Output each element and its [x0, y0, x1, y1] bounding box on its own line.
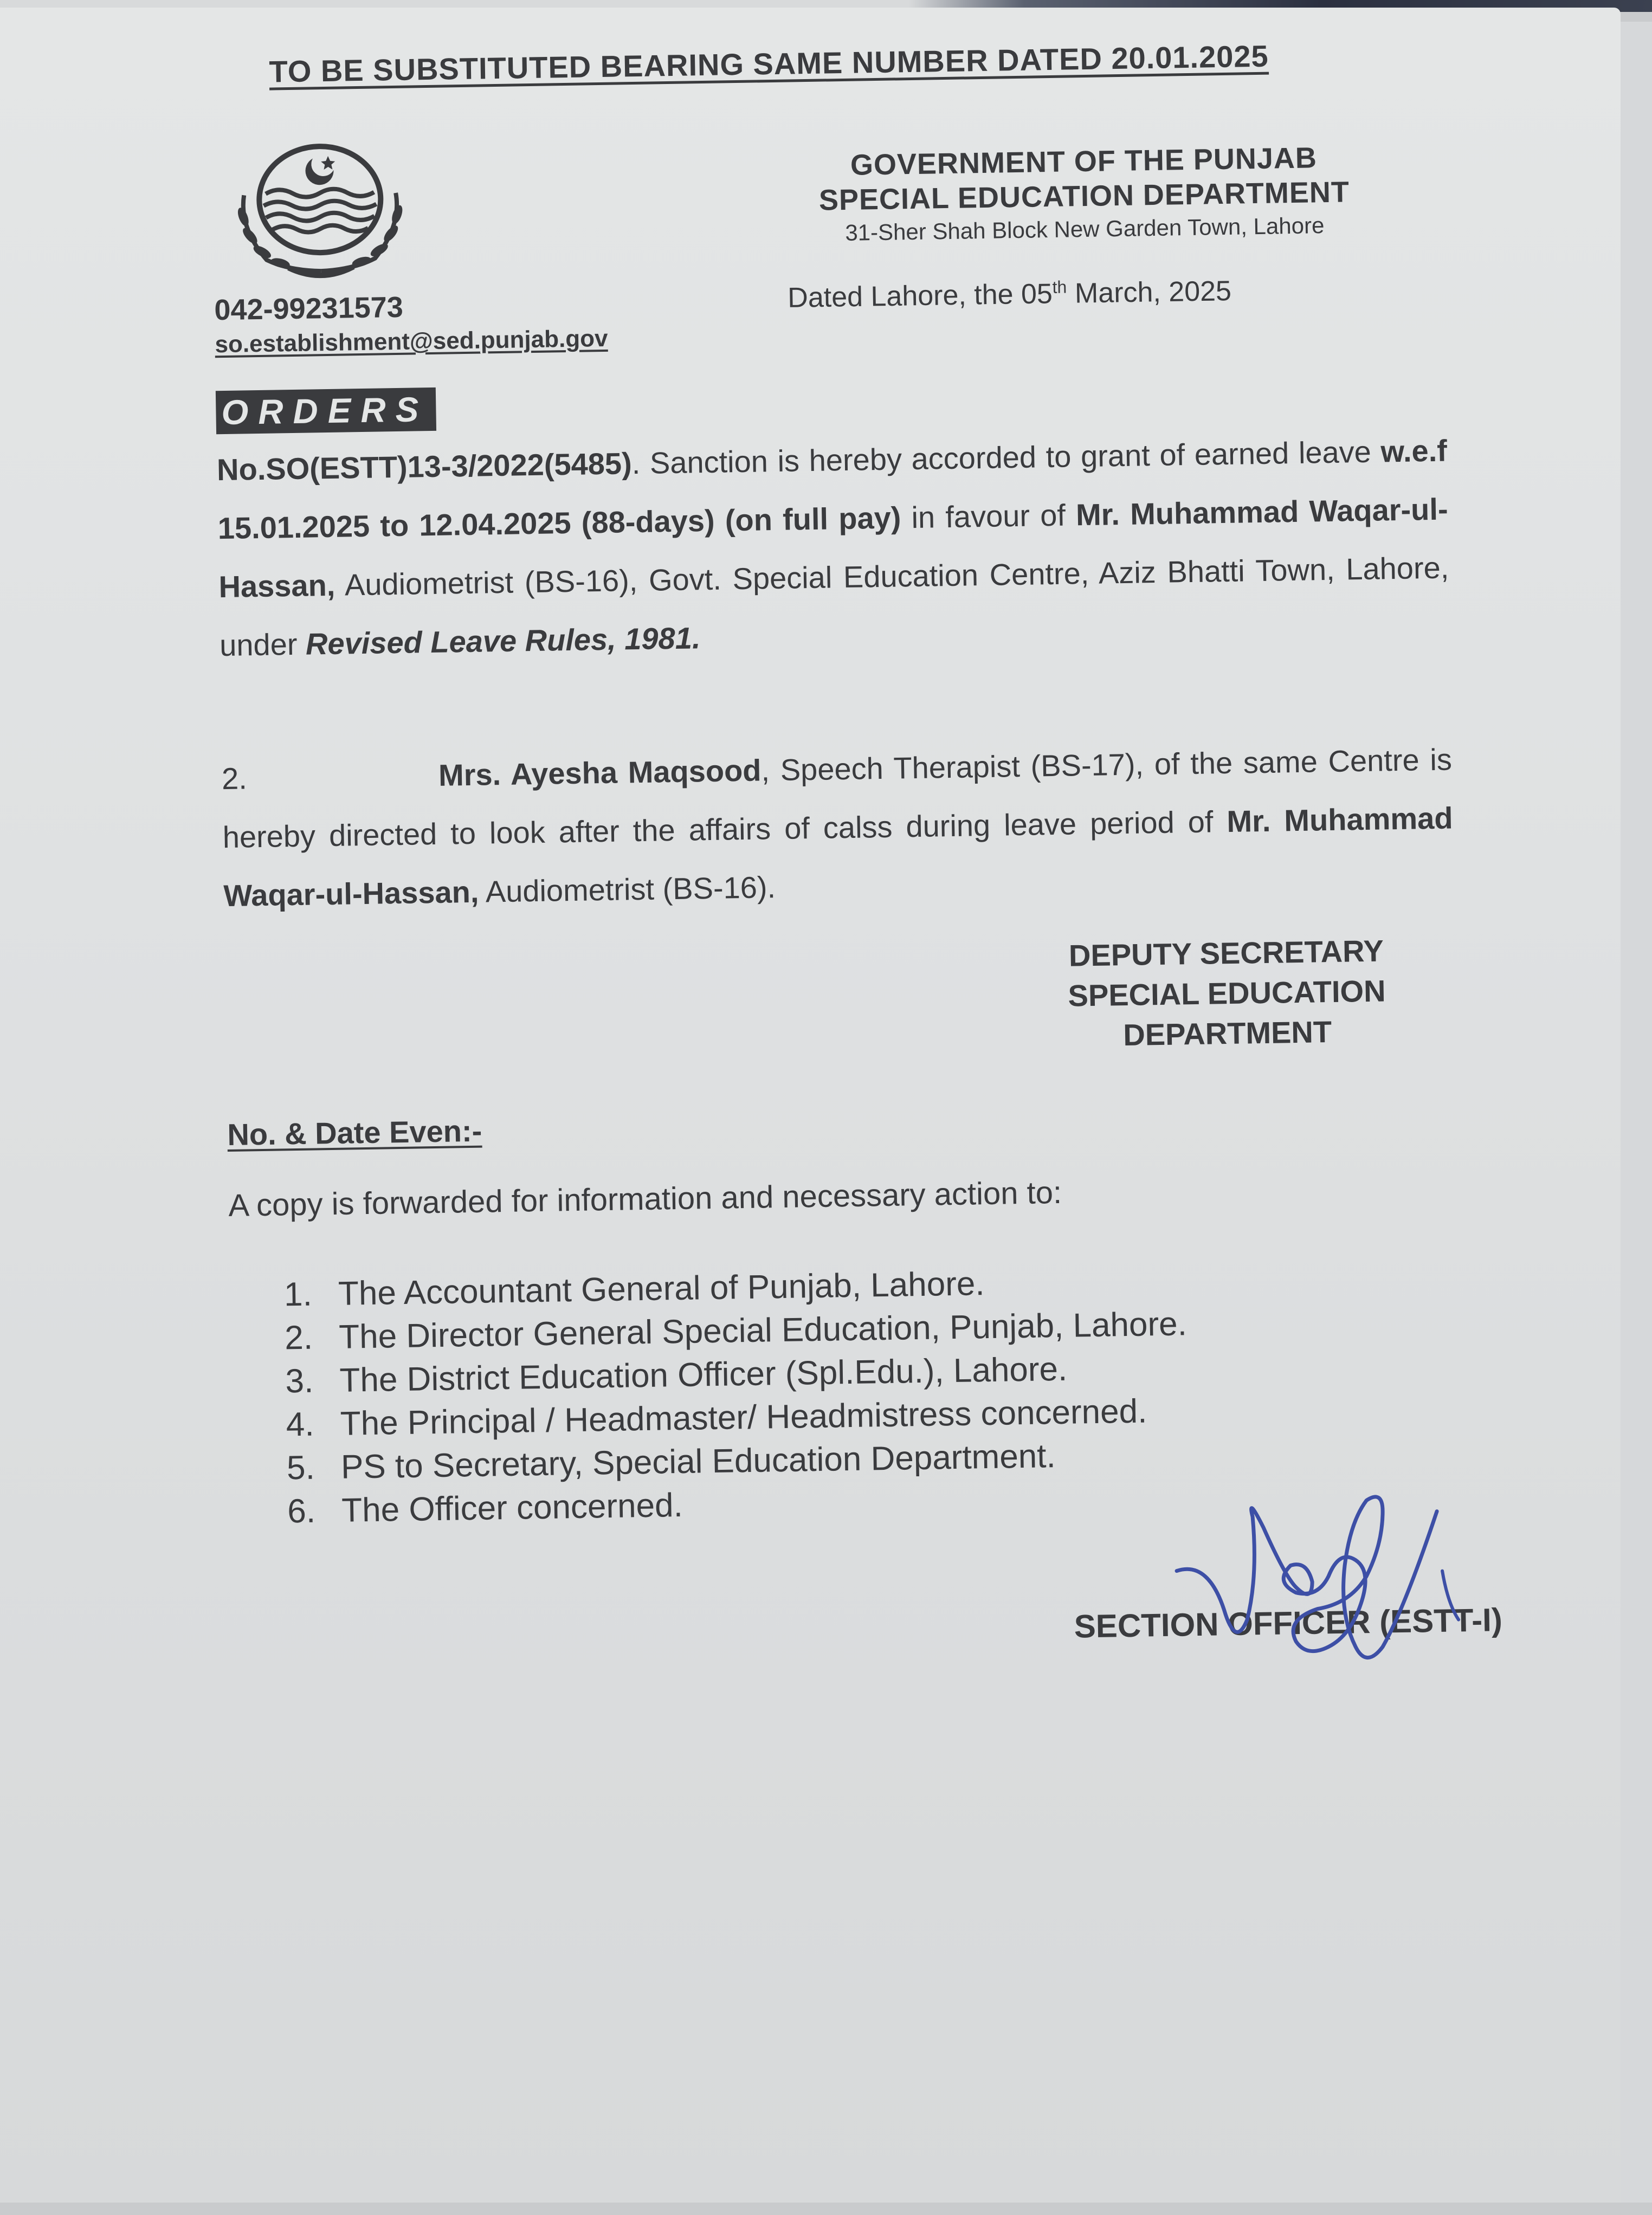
- list-number: 2.: [284, 1319, 313, 1357]
- address-line: 31-Sher Shah Block New Garden Town, Lahore: [844, 212, 1325, 246]
- paragraph-text: Audiometrist (BS-16), Govt. Special Education Centre, Aziz Bhatti Town, Lahore, under: [219, 550, 1449, 663]
- assignee-name: Mrs. Ayesha Maqsood: [438, 753, 762, 792]
- list-number: 3.: [285, 1362, 314, 1400]
- list-text: The District Education Officer (Spl.Edu.), Lahore.: [339, 1350, 1068, 1399]
- punjab-government-emblem-icon: [221, 133, 418, 282]
- contact-email: so.establishment@sed.punjab.gov: [215, 325, 608, 358]
- deputy-line: DEPARTMENT: [1122, 1015, 1332, 1052]
- deputy-line: SPECIAL EDUCATION: [1068, 973, 1386, 1013]
- order-reference: No.SO(ESTT)13-3/2022(5485): [216, 446, 633, 487]
- government-line: GOVERNMENT OF THE PUNJAB: [850, 141, 1318, 182]
- list-text: The Director General Special Education, Punjab, Lahore.: [338, 1305, 1188, 1356]
- dated-prefix: Dated Lahore, the 05: [787, 278, 1053, 314]
- list-text: The Accountant General of Punjab, Lahore.: [338, 1265, 985, 1313]
- orders-label: ORDERS: [216, 388, 436, 434]
- department-heading: [780, 139, 1389, 250]
- paragraph-text: , Speech Therapist (BS-17), of the same Centre is hereby directed to look after the affairs of calss during leave period of: [222, 742, 1453, 855]
- paragraph-text: . Sanction is hereby accorded to grant of earned leave: [631, 434, 1381, 481]
- list-text: The Officer concerned.: [341, 1486, 683, 1529]
- dated-suffix-ordinal: th: [1052, 277, 1067, 297]
- paragraph-1: [216, 422, 1450, 675]
- deputy-line: DEPUTY SECRETARY: [1068, 933, 1384, 973]
- substitution-notice: TO BE SUBSTITUTED BEARING SAME NUMBER DATED 20.01.2025: [269, 38, 1269, 89]
- department-line: SPECIAL EDUCATION DEPARTMENT: [818, 176, 1350, 217]
- deputy-secretary-block: [1031, 930, 1423, 1056]
- list-text: The Principal / Headmaster/ Headmistress concerned.: [340, 1392, 1147, 1443]
- leave-period: w.e.f 15.01.2025 to 12.04.2025 (88-days) (on full pay): [217, 433, 1448, 546]
- section-officer-title: SECTION OFFICER (ESTT-I): [1074, 1601, 1503, 1645]
- copy-forwarded-text: A copy is forwarded for information and necessary action to:: [228, 1174, 1062, 1224]
- list-number: 6.: [287, 1492, 316, 1531]
- contact-phone: 042-99231573: [214, 290, 404, 327]
- distribution-list: [283, 1259, 1190, 1533]
- employee-name: Mr. Muhammad Waqar-ul-Hassan,: [218, 492, 1449, 604]
- paragraph-2: [221, 730, 1454, 925]
- list-number: 4.: [286, 1405, 315, 1444]
- list-number: 1.: [283, 1275, 313, 1314]
- paragraph-number: 2.: [221, 761, 248, 796]
- no-date-even-heading: No. & Date Even:-: [227, 1113, 482, 1152]
- handwritten-signature: [1160, 1484, 1540, 1712]
- paragraph-text: in favour of: [900, 498, 1076, 535]
- dated-line: [788, 275, 1232, 314]
- list-number: 5.: [286, 1449, 315, 1487]
- dated-month-year: March, 2025: [1067, 275, 1232, 309]
- leave-rules: Revised Leave Rules, 1981.: [305, 621, 701, 661]
- paragraph-text: Audiometrist (BS-16).: [478, 870, 776, 909]
- employee-name: Mr. Muhammad Waqar-ul-Hassan,: [223, 800, 1453, 913]
- document-page: [0, 8, 1621, 2203]
- list-text: PS to Secretary, Special Education Department.: [340, 1437, 1056, 1486]
